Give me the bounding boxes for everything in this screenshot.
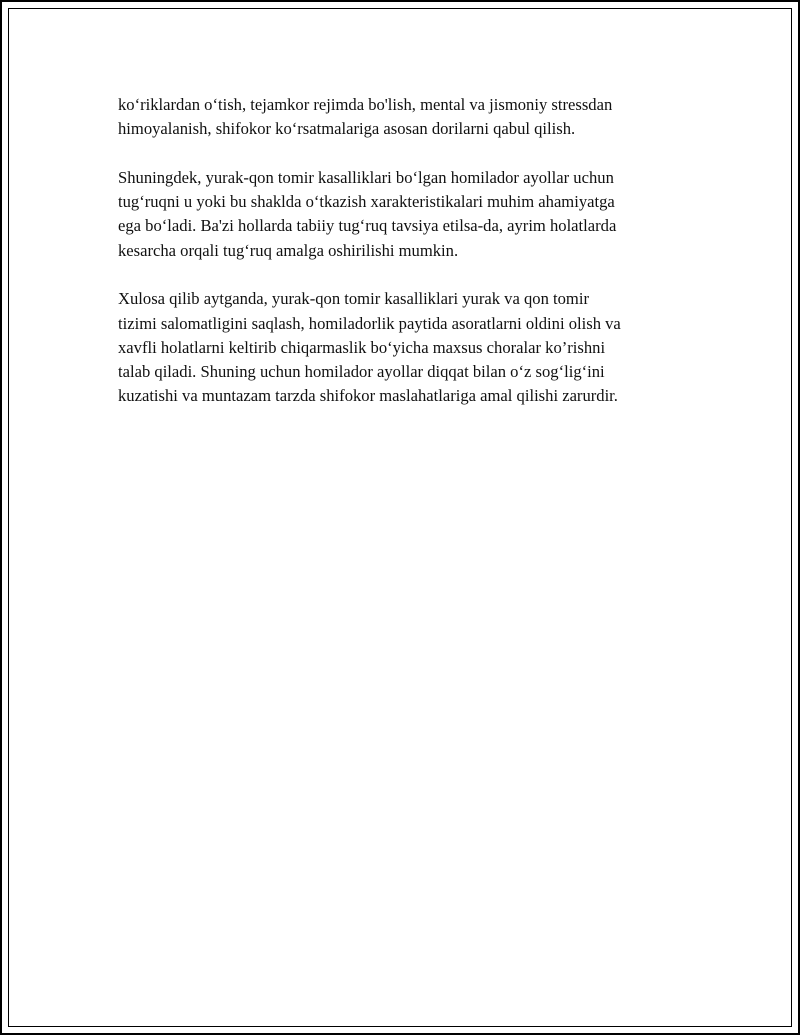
paragraph-1 (118, 93, 698, 141)
text-line: tug‘ruqni u yoki bu shaklda o‘tkazish xarakteristikalari muhim ahamiyatga (118, 192, 615, 212)
text-line: tizimi salomatligini saqlash, homiladorlik paytida asoratlarni oldini olish va (118, 313, 621, 333)
text-line: ko‘riklardan o‘tish, tejamkor rejimda bo'lish, mental va jismoniy stressdan (118, 95, 613, 114)
document-body (118, 93, 698, 433)
paragraph-2 (118, 166, 698, 263)
text-line: kesarcha orqali tug‘ruq amalga oshirilishi mumkin. (118, 240, 459, 260)
text-line: talab qiladi. Shuning uchun homilador ayollar diqqat bilan o‘z sog‘lig‘ini (118, 362, 605, 382)
text-line: ega bo‘ladi. Ba'zi hollarda tabiiy tug‘ruq tavsiya etilsa-da, ayrim holatlarda (118, 216, 617, 236)
text-line: Xulosa qilib aytganda, yurak-qon tomir kasalliklari yurak va qon tomir (118, 289, 589, 309)
text-line: xavfli holatlarni keltirib chiqarmaslik bo‘yicha maxsus choralar ko’rishni (118, 337, 606, 357)
text-line: Shuningdek, yurak-qon tomir kasalliklari bo‘lgan homilador ayollar uchun (118, 168, 614, 187)
text-line: himoyalanish, shifokor ko‘rsatmalariga asosan dorilarni qabul qilish. (118, 119, 576, 139)
paragraph-3 (118, 287, 698, 408)
text-line: kuzatishi va muntazam tarzda shifokor maslahatlariga amal qilishi zarurdir. (118, 386, 618, 406)
